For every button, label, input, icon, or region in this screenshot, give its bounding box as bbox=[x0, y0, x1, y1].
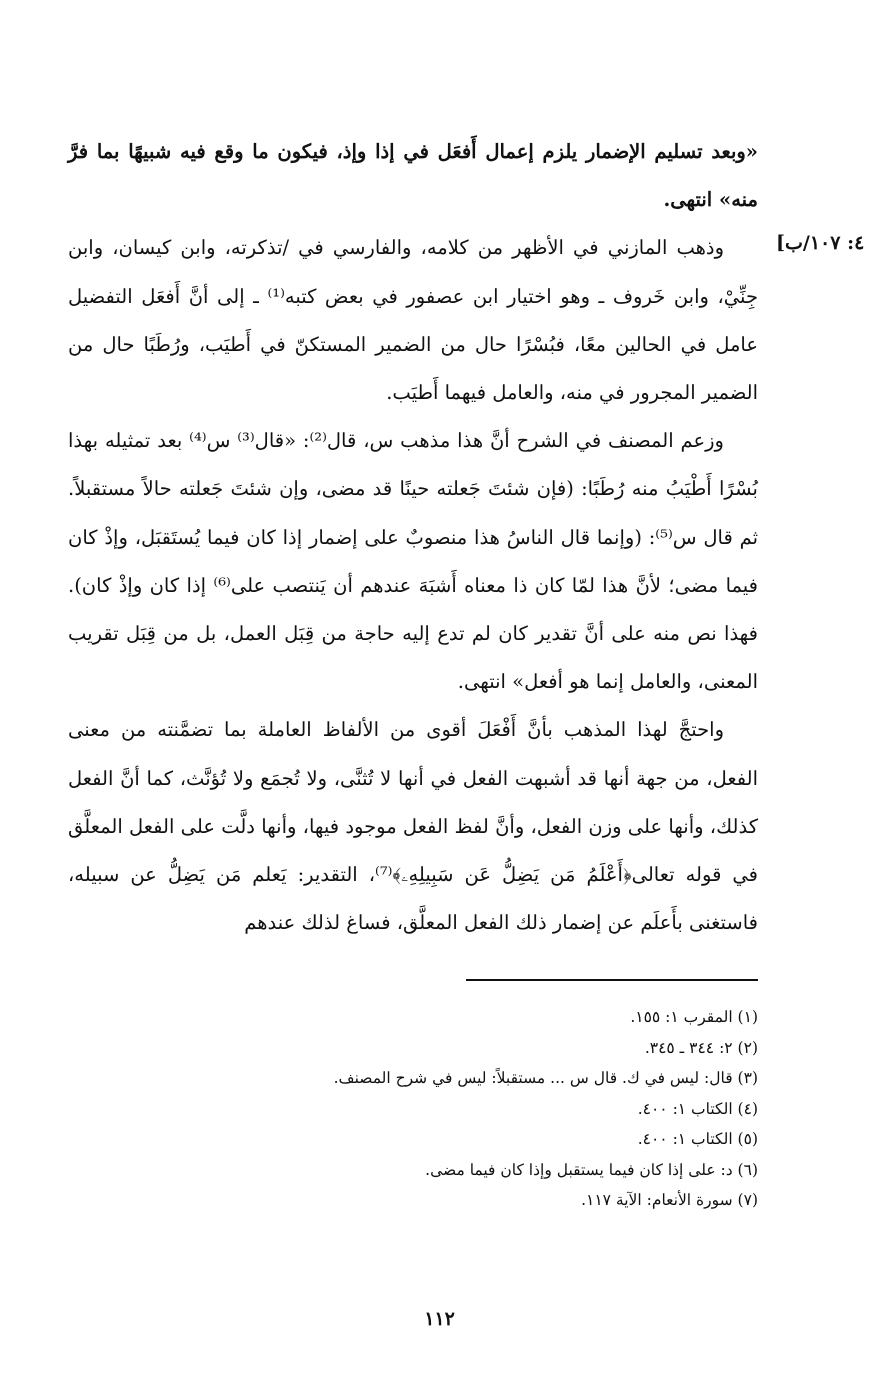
footnote-1: (١) المقرب ١: ١٥٥. bbox=[630, 1008, 758, 1026]
paragraph-argument: واحتجَّ لهذا المذهب بأنَّ أَفْعَلَ أقوى من الألفاظ العاملة بما تضمَّنته من معنى الفعل، من جهة أنها قد أشبهت الفعل في أنها لا تُثنَّى، ولا تُجمَع ولا تُؤنَّث، كما أنَّ الفعل كذلك، وأنها على وزن الفعل، وأنَّ لفظ الفعل موجود فيها، وأنها دلَّت على الفعل المعلَّق في قوله تعالى﴿أَعْلَمُ مَن يَضِلُّ عَن سَبِيلِهِۦ﴾⁽⁷⁾، التقدير: يَعلم مَن يَضِلُّ عن سبيله، فاستغنى بأَعلَم عن إضمار ذلك الفعل المعلَّق، فساغ لذلك عندهم bbox=[68, 718, 758, 935]
paragraph-quote: «وبعد تسليم الإضمار يلزم إعمال أَفعَل في إذا وإذ، فيكون ما وقع فيه شبيهًا بما فرَّ منه» انتهى. bbox=[68, 140, 758, 212]
footnotes bbox=[180, 1002, 758, 1216]
footnote-divider bbox=[466, 979, 758, 981]
paragraph-mazini: وذهب المازني في الأظهر من كلامه، والفارسي في /تذكرته، وابن كيسان، وابن جِنِّيْ، وابن خَروف ـ وهو اختيار ابن عصفور في بعض كتبه⁽¹⁾ ـ إلى أنَّ أَفعَل التفضيل عامل في الحالين معًا، فبُسْرًا حال من الضمير المستكنّ في أَطيَب، ورُطَبًا حال من الضمير المجرور في منه، والعامل فيهما أَطيَب. bbox=[68, 236, 758, 405]
footnote-3: (٣) قال: ليس في ك. قال س ... مستقبلاً: ليس في شرح المصنف. bbox=[333, 1069, 758, 1087]
footnote-2: (٢) ٢: ٣٤٤ ـ ٣٤٥. bbox=[644, 1038, 758, 1057]
paragraph-sharh: وزعم المصنف في الشرح أنَّ هذا مذهب س، قال⁽²⁾: «قال⁽³⁾ س⁽⁴⁾ بعد تمثيله بهذا بُسْرًا أَطْيَبُ منه رُطَبًا: (فإن شئتَ جَعلته حينًا قد مضى، وإن شئتَ جَعلته حالاً مستقبلاً. ثم قال س⁽⁵⁾: (وإنما قال الناسُ هذا منصوبٌ على إضمار إذا كان فيما يُستَقبَل، وإذْ كان فيما مضى؛ لأنَّ هذا لمّا كان ذا معناه أَشبَهَ عندهم أن يَنتصب على⁽⁶⁾ إذا كان وإذْ كان). فهذا نص منه على أنَّ تقدير كان لم تدع إليه حاجة من قِبَل العمل، بل من قِبَل تقريب المعنى، والعامل إنما هو أفعل» انتهى. bbox=[68, 429, 758, 694]
margin-reference: ٤: ١٠٧/ب] bbox=[776, 232, 865, 254]
main-text bbox=[68, 128, 758, 947]
footnote-6: (٦) د: على إذا كان فيما يستقبل وإذا كان فيما مضى. bbox=[425, 1160, 758, 1179]
footnote-4: (٤) الكتاب ١: ٤٠٠. bbox=[637, 1099, 758, 1118]
page-number: ١١٢ bbox=[424, 1308, 455, 1330]
footnote-7: (٧) سورة الأنعام: الآية ١١٧. bbox=[581, 1191, 758, 1209]
footnote-5: (٥) الكتاب ١: ٤٠٠. bbox=[637, 1130, 758, 1148]
